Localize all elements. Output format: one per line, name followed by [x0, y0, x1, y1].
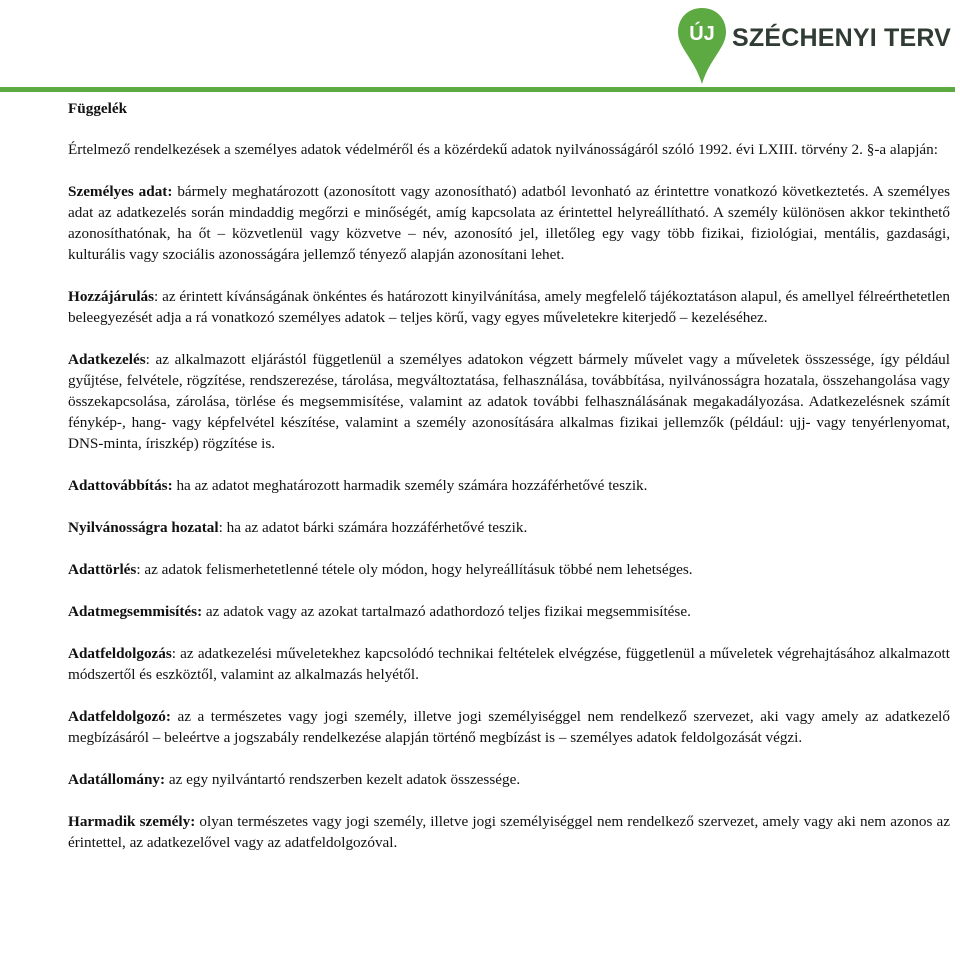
intro-paragraph: Értelmező rendelkezések a személyes adatok védelméről és a közérdekű adatok nyilvánosságáról szóló 1992. évi LXIII. törvény 2. §-a alapján: — [68, 141, 938, 158]
definition-term: Adatfeldolgozás — [68, 645, 172, 662]
szechenyi-terv-logo — [676, 6, 952, 86]
definition-term: Adattovábbítás: — [68, 477, 173, 494]
page-header — [0, 0, 960, 96]
definition-adatkezeles — [68, 349, 950, 454]
definition-adatallomany — [68, 769, 950, 790]
definition-term: Személyes adat: — [68, 183, 173, 200]
definition-text: az egy nyilvántartó rendszerben kezelt adatok összessége. — [165, 771, 521, 788]
definition-text: olyan természetes vagy jogi személy, illetve jogi személyiséggel nem rendelkező szervezet, amely vagy aki nem azonos az érintettel, az adatkezelővel vagy az adatfeldolgozóval. — [68, 813, 950, 851]
definition-adattorles — [68, 559, 950, 580]
header-divider — [0, 87, 955, 92]
definition-adatfeldolgozas — [68, 643, 950, 685]
definition-text: : az adatok felismerhetetlenné tétele oly módon, hogy helyreállításuk többé nem lehetséges. — [136, 561, 693, 578]
definition-text: : az adatkezelési műveletekhez kapcsolódó technikai feltételek elvégzése, függetlenül a műveletek végrehajtásához alkalmazott módszertől és eszköztől, valamint az alkalmazás helyétől. — [68, 645, 950, 683]
definition-harmadik-szemely — [68, 811, 950, 853]
definition-text: az a természetes vagy jogi személy, illetve jogi személyiséggel nem rendelkező szervezet, aki vagy amely az adatkezelő megbízásáról – beleértve a jogszabály rendelkezése alapján történő megbízást is – személyes adatok feldolgozását végzi. — [68, 708, 950, 746]
document-body — [68, 98, 950, 867]
definition-term: Adatmegsemmisítés: — [68, 603, 203, 620]
definition-nyilvanossagra-hozatal — [68, 517, 950, 538]
definition-szemelyes-adat — [68, 181, 950, 265]
definition-term: Hozzájárulás — [68, 288, 155, 305]
definition-text: : az alkalmazott eljárástól függetlenül a személyes adatokon végzett bármely művelet vagy a műveletek összessége, így például gyűjtése, felvétele, rögzítése, rendszerezése, tárolása, megváltoztatása, felhasználása, továbbítása, nyilvánosságra hozatala, összehangolása vagy összekapcsolása, zárolása, törlése és megsemmisítése, valamint az adatok további felhasználásának megakadályozása. Adatkezelésnek számít fénykép-, hang- vagy képfelvétel készítése, valamint a személy azonosítására alkalmas fizikai jellemzők (például: ujj- vagy tenyérlenyomat, DNS-minta, íriszkép) rögzítése is. — [68, 351, 950, 452]
definition-term: Harmadik személy: — [68, 813, 196, 830]
definition-text: bármely meghatározott (azonosított vagy azonosítható) adatból levonható az érintettre vonatkozó következtetés. A személyes adat az adatkezelés során mindaddig megőrzi e minőségét, amíg kapcsolata az érintettel helyreállítható. A személy különösen akkor tekinthető azonosíthatónak, ha őt – közvetlenül vagy közvetve – név, azonosító jel, illetőleg egy vagy több fizikai, fiziológiai, mentális, gazdasági, kulturális vagy szociális azonosságára jellemző tényező alapján azonosítani lehet. — [68, 183, 950, 263]
definition-adattovabbitas — [68, 475, 950, 496]
definition-term: Adatkezelés — [68, 351, 146, 368]
definition-hozzajarulas — [68, 286, 950, 328]
logo-badge-text: ÚJ — [689, 23, 715, 45]
logo-title: SZÉCHENYI TERV — [732, 24, 952, 52]
definition-term: Nyilvánosságra hozatal — [68, 519, 219, 536]
definition-text: : az érintett kívánságának önkéntes és határozott kinyilvánítása, amely megfelelő tájékoztatáson alapul, és amellyel félreérthetetlen beleegyezését adja a rá vonatkozó személyes adatok – teljes körű, vagy egyes műveletekre kiterjedő – kezeléséhez. — [68, 288, 950, 326]
map-pin-icon — [676, 6, 728, 86]
definition-text: : ha az adatot bárki számára hozzáférhetővé teszik. — [218, 519, 528, 536]
definition-term: Adatfeldolgozó: — [68, 708, 171, 725]
definition-text: az adatok vagy az azokat tartalmazó adathordozó teljes fizikai megsemmisítése. — [202, 603, 691, 620]
definition-text: ha az adatot meghatározott harmadik személy számára hozzáférhetővé teszik. — [172, 477, 648, 494]
definition-term: Adattörlés — [68, 561, 137, 578]
definition-term: Adatállomány: — [68, 771, 166, 788]
definition-adatfeldolgozo — [68, 706, 950, 748]
definition-adatmegsemmisites — [68, 601, 950, 622]
section-title: Függelék — [68, 100, 128, 117]
